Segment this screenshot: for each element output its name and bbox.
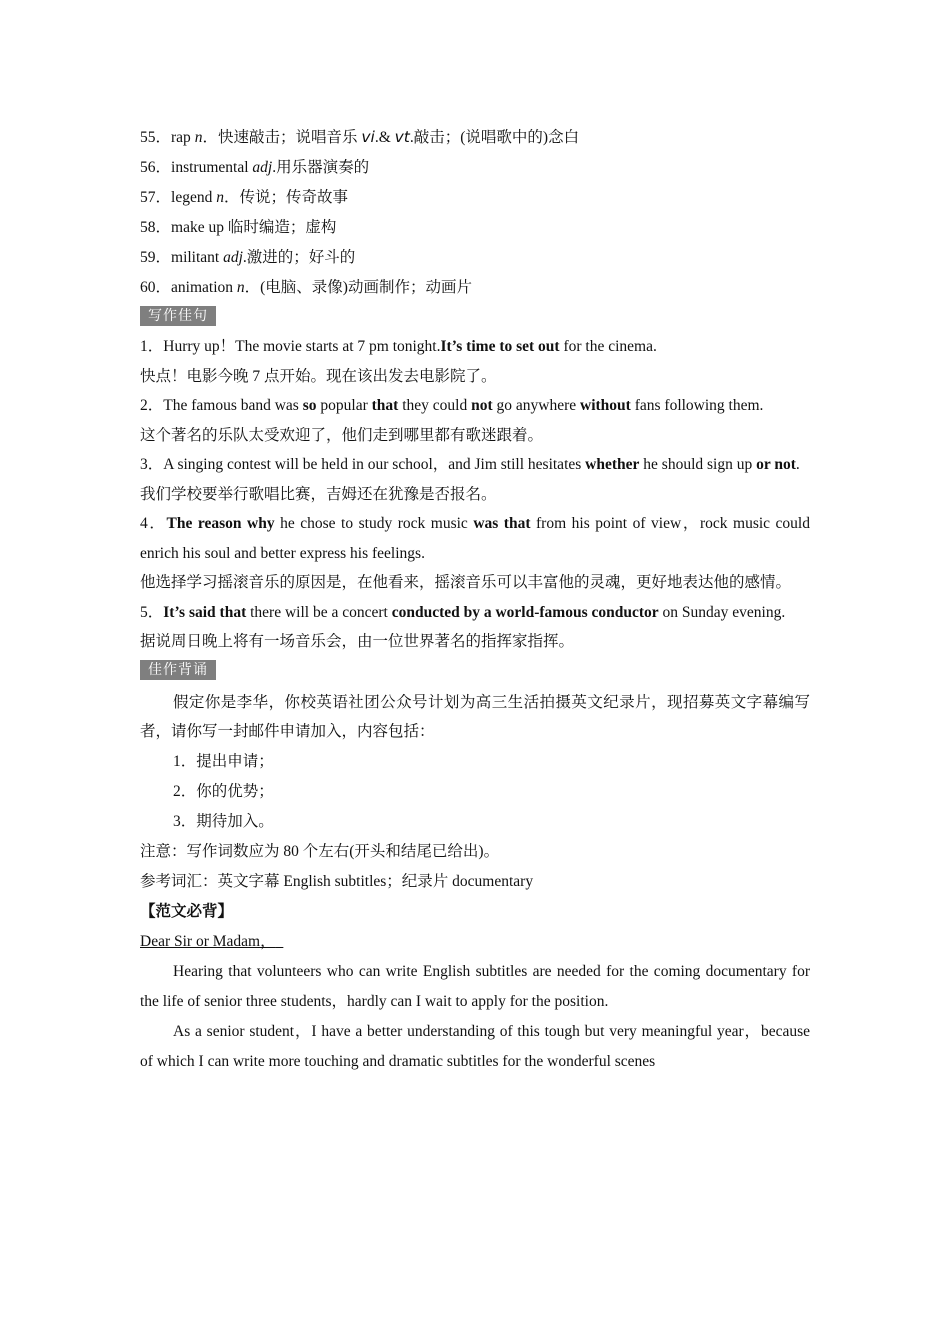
part-of-speech: n — [236, 279, 245, 296]
sentence-en: 2．The famous band was so popular that they could not go anywhere without fans following them. — [140, 397, 764, 414]
task-item: 1．提出申请； — [173, 752, 274, 770]
part-of-speech: adj — [252, 159, 273, 176]
item-number: 55． — [140, 129, 172, 146]
vocab-meaning: ．快速敲击；说唱音乐 — [202, 129, 362, 146]
model-essay-header: 【范文必背】 — [140, 902, 234, 920]
part-of-speech: vi — [361, 128, 375, 146]
vocab-word: instrumental — [171, 159, 253, 176]
task-item: 3．期待加入。 — [173, 812, 274, 830]
key-phrase: It’s said that — [163, 603, 247, 621]
vocab-meaning: ．(电脑、录像)动画制作；动画片 — [244, 279, 472, 296]
section-tag-recite — [140, 657, 810, 684]
vocab-word: rap — [171, 129, 195, 146]
sentence-zh: 快点！电影今晚 7 点开始。现在该出发去电影院了。 — [140, 367, 497, 385]
key-phrase: The reason why — [166, 515, 275, 532]
vocab-word: make up — [171, 219, 228, 236]
task-intro: 假定你是李华，你校英语社团公众号计划为高三生活拍摄英文纪录片，现招募英文字幕编写者，请你写一封邮件申请加入，内容包括： — [140, 693, 810, 740]
vocab-word: animation — [171, 279, 237, 296]
item-number: 56． — [140, 159, 172, 176]
item-number: 57． — [140, 189, 172, 206]
writing-task — [140, 688, 810, 897]
key-phrase: not — [471, 397, 493, 414]
vocab-word: militant — [171, 249, 224, 266]
vocab-word: legend — [171, 189, 217, 206]
part-of-speech: vt — [394, 128, 410, 146]
item-number: 60． — [140, 279, 172, 296]
key-phrase: conducted by a world-famous conductor — [391, 603, 659, 621]
vocab-item — [140, 122, 810, 153]
vocab-meaning: .敲击；(说唱歌中的)念白 — [409, 129, 580, 146]
sentence-zh: 他选择学习摇滚音乐的原因是，在他看来，摇滚音乐可以丰富他的灵魂，更好地表达他的感情。 — [140, 574, 792, 591]
key-phrase: without — [580, 397, 631, 414]
key-phrase: that — [371, 397, 399, 414]
vocab-item — [140, 243, 810, 273]
section-label: 佳作背诵 — [140, 660, 216, 680]
part-of-speech: n — [216, 189, 224, 206]
vocab-item — [140, 153, 810, 183]
vocab-item — [140, 273, 810, 303]
vocab-meaning: .& — [374, 129, 395, 146]
key-phrase: was that — [473, 515, 531, 532]
model-paragraph: As a senior student，I have a better understanding of this tough but very meaningful year，because of which I can write more touching and dramatic subtitles for the wonderful scenes — [140, 1022, 810, 1070]
vocab-meaning: ．传说；传奇故事 — [223, 189, 348, 206]
sentence-zh: 我们学校要举行歌唱比赛，吉姆还在犹豫是否报名。 — [140, 485, 497, 503]
sentence-en: 1．Hurry up！The movie starts at 7 pm tonight.It’s time to set out for the cinema. — [140, 338, 657, 355]
task-item: 2．你的优势； — [173, 782, 274, 800]
item-number: 58． — [140, 219, 172, 236]
item-number: 59． — [140, 249, 172, 266]
section-label: 写作佳句 — [140, 306, 216, 326]
key-phrase: or not — [756, 456, 796, 473]
sentence-en: 4．The reason why he chose to study rock music was that from his point of view，rock music could enrich his soul and better express his feelings. — [140, 515, 810, 562]
sentence-en: 5．It’s said that there will be a concert conducted by a world-famous conductor on Sunday evening. — [140, 603, 786, 621]
model-paragraph: Hearing that volunteers who can write English subtitles are needed for the coming documentary for the life of senior three students，hardly can I wait to apply for the position. — [140, 962, 810, 1010]
key-phrase: whether — [585, 456, 640, 473]
task-note: 注意：写作词数应为 80 个左右(开头和结尾已给出)。 — [140, 842, 500, 860]
key-phrase: so — [302, 397, 317, 414]
vocab-meaning: .激进的；好斗的 — [242, 249, 356, 266]
example-sentences — [140, 332, 810, 657]
key-phrase: It’s time to set out — [440, 338, 560, 355]
vocab-list — [140, 122, 810, 303]
sentence-en: 3．A singing contest will be held in our school，and Jim still hesitates whether he should sign up or not. — [140, 456, 800, 473]
section-tag-writing — [140, 303, 810, 330]
sentence-zh: 这个著名的乐队太受欢迎了，他们走到哪里都有歌迷跟着。 — [140, 426, 544, 444]
part-of-speech: n — [194, 129, 203, 146]
part-of-speech: adj — [223, 249, 243, 266]
sentence-zh: 据说周日晚上将有一场音乐会，由一位世界著名的指挥家指挥。 — [140, 633, 575, 650]
salutation: Dear Sir or Madam， — [140, 932, 276, 950]
vocab-meaning: 临时编造；虚构 — [227, 219, 337, 236]
document-page — [140, 122, 810, 1077]
vocab-item — [140, 183, 810, 213]
task-vocab: 参考词汇：英文字幕 English subtitles；纪录片 documentary — [140, 872, 534, 890]
vocab-item — [140, 213, 810, 243]
vocab-meaning: .用乐器演奏的 — [272, 159, 370, 176]
